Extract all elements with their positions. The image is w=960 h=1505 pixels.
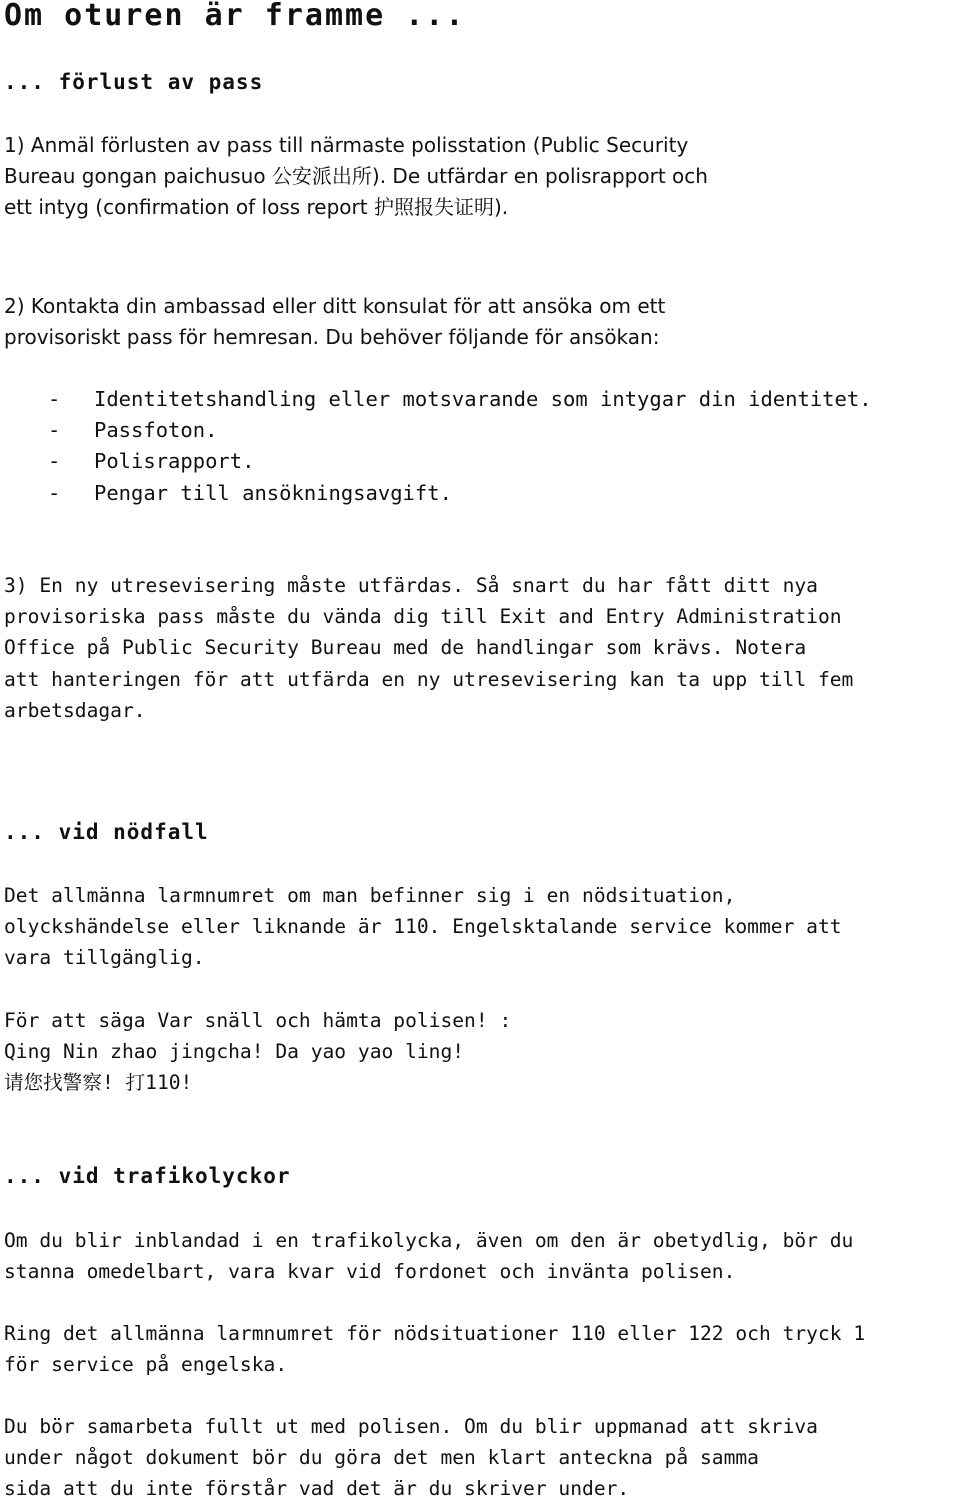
text-line: provisoriskt pass för hemresan. Du behöver följande för ansökan: (4, 325, 660, 350)
step-1-paragraph (4, 130, 956, 224)
section-heading-emergency: ... vid nödfall (4, 820, 209, 844)
list-item (4, 415, 872, 446)
list-item-text: Polisrapport. (94, 449, 255, 474)
text-line: För att säga Var snäll och hämta polisen! : (4, 1009, 512, 1032)
text-line: ett intyg (confirmation of loss report 护照报失证明). (4, 195, 509, 220)
list-item-text: Passfoton. (94, 418, 218, 443)
list-item-text: Pengar till ansökningsavgift. (94, 480, 452, 505)
text-line: arbetsdagar. (4, 698, 146, 722)
list-marker: - (48, 480, 61, 505)
list-item (4, 446, 872, 477)
text-line: Office på Public Security Bureau med de handlingar som krävs. Notera (4, 636, 807, 660)
text-line: 2) Kontakta din ambassad eller ditt konsulat för att ansöka om ett (4, 294, 666, 318)
emergency-paragraph (4, 880, 956, 974)
text-line: 请您找警察! 打110! (4, 1071, 193, 1095)
text-line: vara tillgänglig. (4, 946, 205, 970)
requirements-list (4, 384, 872, 509)
list-marker: - (48, 418, 61, 443)
text-line: 3) En ny utresevisering måste utfärdas. Så snart du har fått ditt nya (4, 574, 818, 597)
list-item (4, 384, 872, 415)
phrase-paragraph (4, 1005, 956, 1099)
text-line: för service på engelska. (4, 1353, 288, 1377)
section-heading-traffic-accidents: ... vid trafikolyckor (4, 1164, 291, 1188)
step-2-paragraph (4, 291, 956, 353)
text-line: Om du blir inblandad i en trafikolycka, även om den är obetydlig, bör du (4, 1229, 854, 1252)
traffic-paragraph-2 (4, 1318, 956, 1380)
text-line: att hanteringen för att utfärda en ny utresevisering kan ta upp till fem (4, 667, 854, 691)
text-line: 1) Anmäl förlusten av pass till närmaste polisstation (Public Security (4, 133, 689, 157)
text-line: Det allmänna larmnumret om man befinner sig i en nödsituation, (4, 884, 736, 907)
text-line: stanna omedelbart, vara kvar vid fordonet och invänta polisen. (4, 1260, 736, 1284)
list-item-text: Identitetshandling eller motsvarande som intygar din identitet. (94, 387, 872, 411)
text-line: Ring det allmänna larmnumret för nödsituationer 110 eller 122 och tryck 1 (4, 1322, 866, 1345)
traffic-paragraph-1 (4, 1225, 956, 1287)
text-line: Du bör samarbeta fullt ut med polisen. Om du blir uppmanad att skriva (4, 1415, 818, 1438)
step-3-paragraph (4, 570, 956, 726)
text-line: provisoriska pass måste du vända dig till Exit and Entry Administration (4, 605, 842, 629)
list-marker: - (48, 449, 61, 474)
text-line: Bureau gongan paichusuo 公安派出所). De utfärdar en polisrapport och (4, 164, 708, 189)
list-item (4, 478, 872, 509)
traffic-paragraph-3 (4, 1411, 956, 1505)
text-line: under något dokument bör du göra det men klart anteckna på samma (4, 1446, 759, 1470)
text-line: Qing Nin zhao jingcha! Da yao yao ling! (4, 1040, 465, 1064)
text-line: olyckshändelse eller liknande är 110. Engelsktalande service kommer att (4, 915, 842, 939)
text-line: sida att du inte förstår vad det är du skriver under. (4, 1477, 630, 1501)
list-marker: - (48, 387, 61, 411)
section-heading-lost-passport: ... förlust av pass (4, 70, 264, 94)
page-title: Om oturen är framme ... (4, 0, 466, 33)
